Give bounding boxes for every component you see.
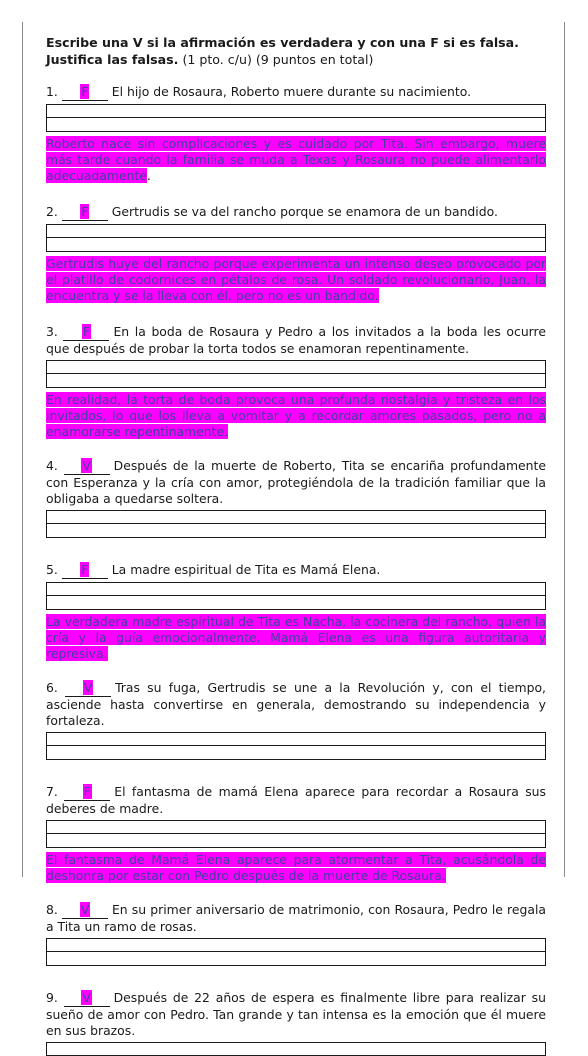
answer-blank[interactable]	[62, 84, 108, 101]
answer-mark: F	[81, 562, 89, 577]
justification-line[interactable]	[46, 104, 546, 118]
question-6	[46, 680, 546, 760]
justification-line[interactable]	[46, 1042, 546, 1056]
answer-mark: F	[81, 84, 89, 99]
question-statement: 3. F En la boda de Rosaura y Pedro a los invitados a la boda les ocurre que después de probar la torta todos se enamoran repentinamente.	[46, 324, 546, 356]
justification-answer: En realidad, la torta de boda provoca una profunda nostalgia y tristeza en los invitados, lo que los lleva a vomitar y a recordar amores pasados, pero no a enamorarse repentinamente.	[46, 392, 546, 439]
instructions-points: (1 pto. c/u) (9 puntos en total)	[178, 52, 374, 67]
justification-line[interactable]	[46, 360, 546, 374]
justification-answer: Roberto nace sin complicaciones y es cuidado por Tita. Sin embargo, muere más tarde cuando la familia se muda a Texas y Rosaura no puede alimentarlo adecuadamente.	[46, 136, 546, 183]
question-1	[46, 84, 546, 184]
answer-mark: F	[83, 784, 91, 799]
answer-blank[interactable]	[64, 458, 110, 475]
justification-line[interactable]	[46, 820, 546, 834]
question-2	[46, 204, 546, 304]
justification-line[interactable]	[46, 510, 546, 524]
answer-mark: V	[80, 902, 90, 917]
answer-blank[interactable]	[64, 990, 110, 1007]
question-5	[46, 562, 546, 662]
question-9	[46, 990, 546, 1056]
justification-line[interactable]	[46, 524, 546, 538]
answer-blank[interactable]	[63, 324, 109, 341]
worksheet	[46, 34, 546, 1056]
answer-mark: V	[82, 990, 91, 1005]
justification-line[interactable]	[46, 834, 546, 848]
question-statement: 5. F La madre espiritual de Tita es Mamá Elena.	[46, 562, 381, 577]
justification-line[interactable]	[46, 596, 546, 610]
justification-line[interactable]	[46, 938, 546, 952]
answer-mark: F	[82, 324, 91, 339]
question-statement: 8. V En su primer aniversario de matrimonio, con Rosaura, Pedro le regala a Tita un ramo de rosas.	[46, 902, 546, 934]
question-statement: 4. V Después de la muerte de Roberto, Tita se encariña profundamente con Esperanza y la cría con amor, protegiéndola de la tradición familiar que la obligaba a quedarse soltera.	[46, 458, 546, 506]
justification-line[interactable]	[46, 118, 546, 132]
justification-answer: La verdadera madre espiritual de Tita es Nacha, la cocinera del rancho, quien la cría y la guía emocionalmente. Mamá Elena es una figura autoritaria y represiva.	[46, 614, 546, 661]
justification-line[interactable]	[46, 374, 546, 388]
question-7	[46, 784, 546, 884]
answer-mark: V	[83, 680, 93, 695]
question-8	[46, 902, 546, 966]
justification-answer: El fantasma de Mamá Elena aparece para atormentar a Tita, acusándola de deshonra por estar con Pedro después de la muerte de Rosaura.	[46, 852, 546, 883]
question-4	[46, 458, 546, 538]
justification-line[interactable]	[46, 746, 546, 760]
justification-line[interactable]	[46, 952, 546, 966]
question-statement: 2. F Gertrudis se va del rancho porque se enamora de un bandido.	[46, 204, 498, 219]
question-statement: 6. V Tras su fuga, Gertrudis se une a la Revolución y, con el tiempo, asciende hasta convertirse en generala, demostrando su independencia y fortaleza.	[46, 680, 546, 728]
instructions-bold: Escribe una V si la afirmación es verdadera y con una F si es falsa. Justifica las falsas.	[46, 35, 519, 67]
justification-line[interactable]	[46, 582, 546, 596]
answer-mark: V	[82, 458, 91, 473]
instructions	[46, 34, 546, 68]
justification-line[interactable]	[46, 732, 546, 746]
answer-blank[interactable]	[62, 204, 108, 221]
question-statement: 1. F El hijo de Rosaura, Roberto muere durante su nacimiento.	[46, 84, 472, 99]
justification-line[interactable]	[46, 238, 546, 252]
answer-blank[interactable]	[62, 562, 108, 579]
answer-mark: F	[81, 204, 89, 219]
answer-blank[interactable]	[64, 784, 110, 801]
answer-blank[interactable]	[65, 680, 111, 697]
justification-answer: Gertrudis huye del rancho porque experimenta un intenso deseo provocado por el platillo de codornices en pétalos de rosa. Un soldado revolucionario, Juan, la encuentra y se la lleva con él, pero no es un bandido.	[46, 256, 546, 303]
question-statement: 9. V Después de 22 años de espera es finalmente libre para realizar su sueño de amor con Pedro. Tan grande y tan intensa es la emoción que él muere en sus brazos.	[46, 990, 546, 1038]
justification-line[interactable]	[46, 224, 546, 238]
question-3	[46, 324, 546, 440]
question-statement: 7. F El fantasma de mamá Elena aparece para recordar a Rosaura sus deberes de madre.	[46, 784, 546, 816]
answer-blank[interactable]	[62, 902, 108, 919]
